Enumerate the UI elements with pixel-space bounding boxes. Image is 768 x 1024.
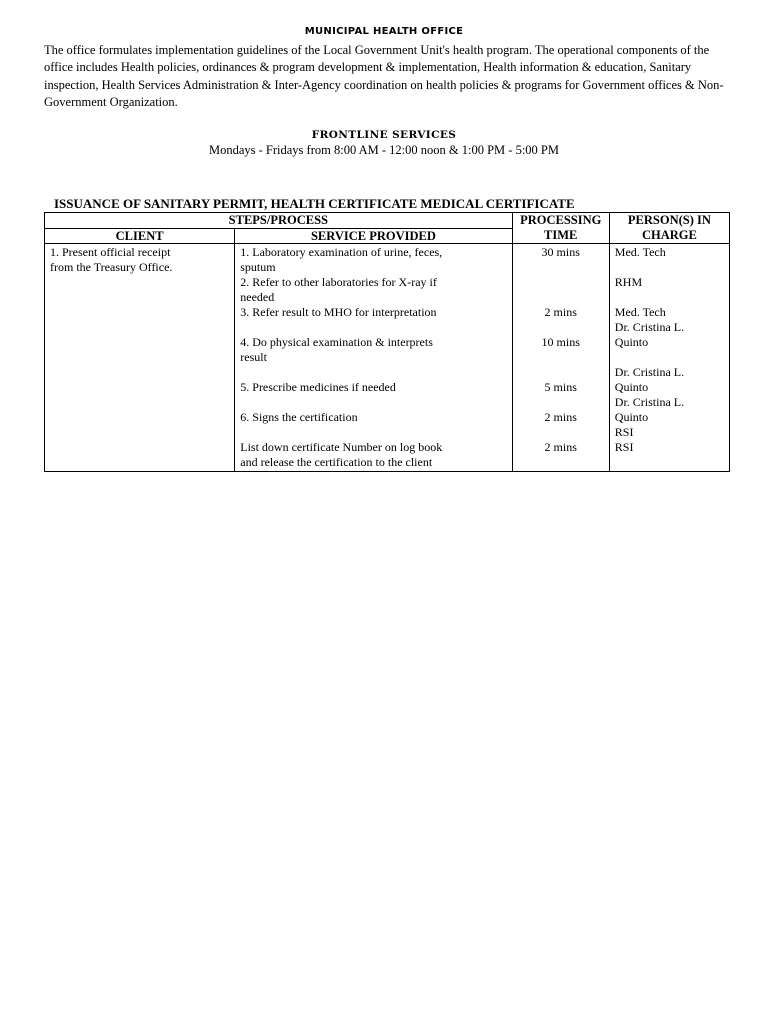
- time-line: [518, 275, 604, 290]
- table-heading: ISSUANCE OF SANITARY PERMIT, HEALTH CERTIFICATE MEDICAL CERTIFICATE: [54, 196, 575, 211]
- table-header-row: [45, 213, 730, 229]
- person-line: Dr. Cristina L.: [614, 365, 685, 379]
- time-line: [518, 290, 604, 305]
- person-line: Quinto: [614, 410, 649, 424]
- processing-time-header-line1: PROCESSING: [520, 213, 602, 227]
- page-title: MUNICIPAL HEALTH OFFICE: [304, 26, 464, 37]
- service-line: [240, 365, 506, 380]
- service-line: [240, 320, 506, 335]
- table-row: [45, 244, 730, 472]
- person-line: [615, 260, 724, 275]
- time-line: [518, 395, 604, 410]
- person-line: Quinto: [614, 335, 649, 349]
- service-line: 2. Refer to other laboratories for X-ray if: [240, 275, 437, 289]
- time-line: 30 mins: [541, 245, 580, 259]
- processing-time-header: [512, 213, 609, 244]
- time-line: [518, 455, 604, 470]
- person-line: [615, 290, 724, 305]
- person-in-charge-cell: [609, 244, 729, 472]
- person-line: [615, 350, 724, 365]
- time-line: 10 mins: [541, 335, 580, 349]
- person-line: Dr. Cristina L.: [614, 395, 685, 409]
- service-line: 6. Signs the certification: [240, 410, 358, 424]
- time-line: [518, 320, 604, 335]
- service-line: and release the certification to the client: [240, 455, 433, 469]
- service-line: 3. Refer result to MHO for interpretation: [240, 305, 437, 319]
- steps-process-header: STEPS/PROCESS: [45, 213, 513, 229]
- person-line: Med. Tech: [614, 305, 666, 319]
- office-hours: Mondays - Fridays from 8:00 AM - 12:00 noon & 1:00 PM - 5:00 PM: [208, 143, 559, 157]
- services-table: [44, 212, 730, 472]
- person-in-charge-header-line1: PERSON(S) IN: [627, 213, 711, 227]
- person-line: RSI: [614, 425, 634, 439]
- person-in-charge-header-line2: CHARGE: [641, 227, 697, 242]
- person-in-charge-header: [609, 213, 729, 244]
- service-line: List down certificate Number on log book: [240, 440, 443, 454]
- service-line: needed: [240, 290, 275, 304]
- time-line: 2 mins: [544, 305, 577, 319]
- person-line: Dr. Cristina L.: [614, 320, 685, 334]
- time-line: [518, 260, 604, 275]
- service-line: [240, 425, 506, 440]
- processing-time-cell: [512, 244, 609, 472]
- service-line: [240, 395, 506, 410]
- service-cell: [235, 244, 512, 472]
- time-line: 2 mins: [544, 410, 577, 424]
- person-line: [615, 455, 724, 470]
- client-header: CLIENT: [45, 228, 235, 244]
- time-line: [518, 425, 604, 440]
- processing-time-header-line2: TIME: [544, 227, 578, 242]
- person-line: RSI: [614, 440, 634, 454]
- client-cell: [45, 244, 235, 472]
- service-line: sputum: [240, 260, 276, 274]
- service-provided-header: SERVICE PROVIDED: [235, 228, 512, 244]
- client-line: from the Treasury Office.: [50, 260, 173, 274]
- person-line: Quinto: [614, 380, 649, 394]
- time-line: 2 mins: [544, 440, 577, 454]
- time-line: [518, 350, 604, 365]
- frontline-services-title: FRONTLINE SERVICES: [311, 129, 457, 141]
- intro-paragraph: The office formulates implementation guidelines of the Local Government Unit's health program. The operational components of the office includes Health policies, ordinances & program development & implementation, Health information & education, Sanitary inspection, Health Services Administration & Inter-Agency coordination on health policies & programs for Government offices & Non-Government Organization.: [44, 43, 724, 109]
- person-line: RHM: [614, 275, 643, 289]
- service-line: 1. Laboratory examination of urine, feces,: [240, 245, 443, 259]
- service-line: 4. Do physical examination & interprets: [240, 335, 433, 349]
- person-line: Med. Tech: [614, 245, 666, 259]
- service-line: 5. Prescribe medicines if needed: [240, 380, 396, 394]
- time-line: [518, 365, 604, 380]
- client-line: 1. Present official receipt: [50, 245, 171, 259]
- time-line: 5 mins: [544, 380, 577, 394]
- service-line: result: [240, 350, 267, 364]
